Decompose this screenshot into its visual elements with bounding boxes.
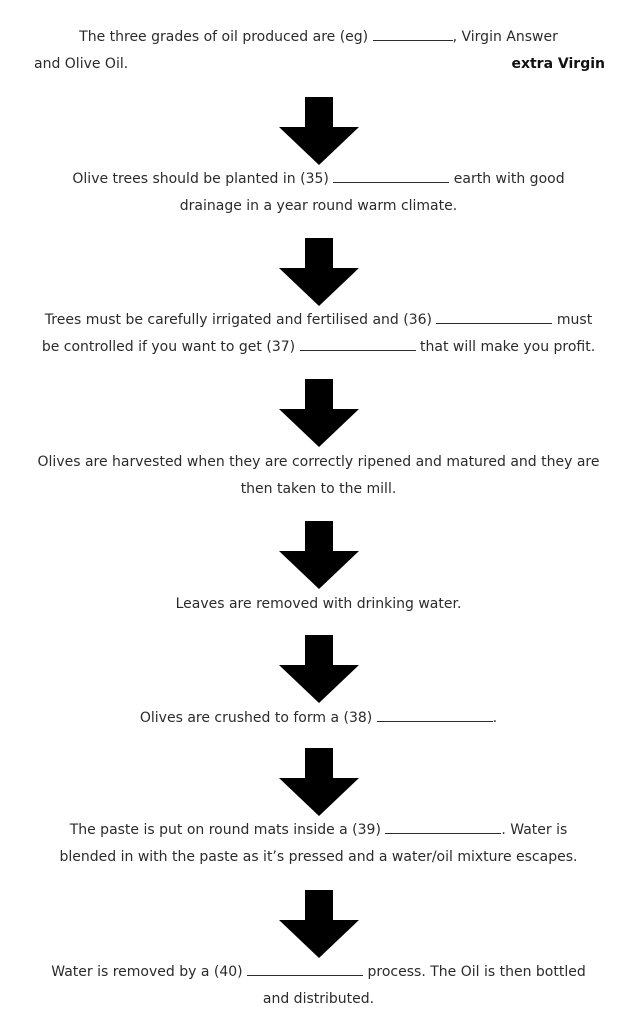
step-6 xyxy=(0,705,637,732)
down-arrow-icon xyxy=(279,748,359,818)
blank-37[interactable] xyxy=(300,338,416,351)
step-7-line-2: blended in with the paste as it’s pressed and a water/oil mixture escapes. xyxy=(59,849,578,865)
blank-35[interactable] xyxy=(333,170,449,183)
blank-eg[interactable] xyxy=(373,28,453,41)
answer-text: extra Virgin xyxy=(511,56,605,72)
step-1 xyxy=(0,24,637,78)
step-1-line-2 xyxy=(0,51,637,78)
step-2-line-2: drainage in a year round warm climate. xyxy=(179,198,458,214)
blank-38[interactable] xyxy=(377,709,493,722)
step-7-text-pre: The paste is put on round mats inside a (39) xyxy=(69,822,381,838)
step-5-line-1: Leaves are removed with drinking water. xyxy=(175,596,462,612)
step-4-line-2: then taken to the mill. xyxy=(240,481,397,497)
step-8-text-pre: Water is removed by a (40) xyxy=(51,964,243,980)
step-2-text-pre: Olive trees should be planted in (35) xyxy=(72,171,329,187)
step-7-line-1 xyxy=(0,817,637,844)
step-6-text-post: . xyxy=(492,710,498,726)
down-arrow-icon xyxy=(279,521,359,591)
step-7 xyxy=(0,817,637,871)
step-2-line-1 xyxy=(0,166,637,193)
step-3-line-2 xyxy=(0,334,637,361)
blank-40[interactable] xyxy=(247,963,363,976)
blank-36[interactable] xyxy=(436,311,552,324)
down-arrow-icon xyxy=(279,890,359,960)
step-1-line-2-text: and Olive Oil. xyxy=(34,56,129,72)
step-3-line-2-post: that will make you profit. xyxy=(420,339,596,355)
step-4-line-1: Olives are harvested when they are correctly ripened and matured and they are xyxy=(37,454,600,470)
step-3 xyxy=(0,307,637,361)
step-6-line-1 xyxy=(0,705,637,732)
step-8-text-post: process. The Oil is then bottled xyxy=(367,964,586,980)
step-7-text-post: . Water is xyxy=(501,822,568,838)
step-6-text-pre: Olives are crushed to form a (38) xyxy=(139,710,373,726)
step-3-text-pre: Trees must be carefully irrigated and fertilised and (36) xyxy=(44,312,433,328)
step-2-text-post: earth with good xyxy=(453,171,565,187)
blank-39[interactable] xyxy=(385,821,501,834)
step-4 xyxy=(0,449,637,503)
step-3-line-2-pre: be controlled if you want to get (37) xyxy=(41,339,296,355)
step-5 xyxy=(0,591,637,618)
step-8 xyxy=(0,959,637,1013)
down-arrow-icon xyxy=(279,97,359,167)
down-arrow-icon xyxy=(279,238,359,308)
step-2 xyxy=(0,166,637,220)
step-1-text-pre: The three grades of oil produced are (eg) xyxy=(79,29,369,45)
down-arrow-icon xyxy=(279,635,359,705)
step-1-line-1 xyxy=(0,24,637,51)
step-8-line-1 xyxy=(0,959,637,986)
step-1-text-post: , Virgin Answer xyxy=(452,29,558,45)
step-3-text-post: must xyxy=(556,312,593,328)
down-arrow-icon xyxy=(279,379,359,449)
step-8-line-2: and distributed. xyxy=(262,991,375,1007)
step-3-line-1 xyxy=(0,307,637,334)
